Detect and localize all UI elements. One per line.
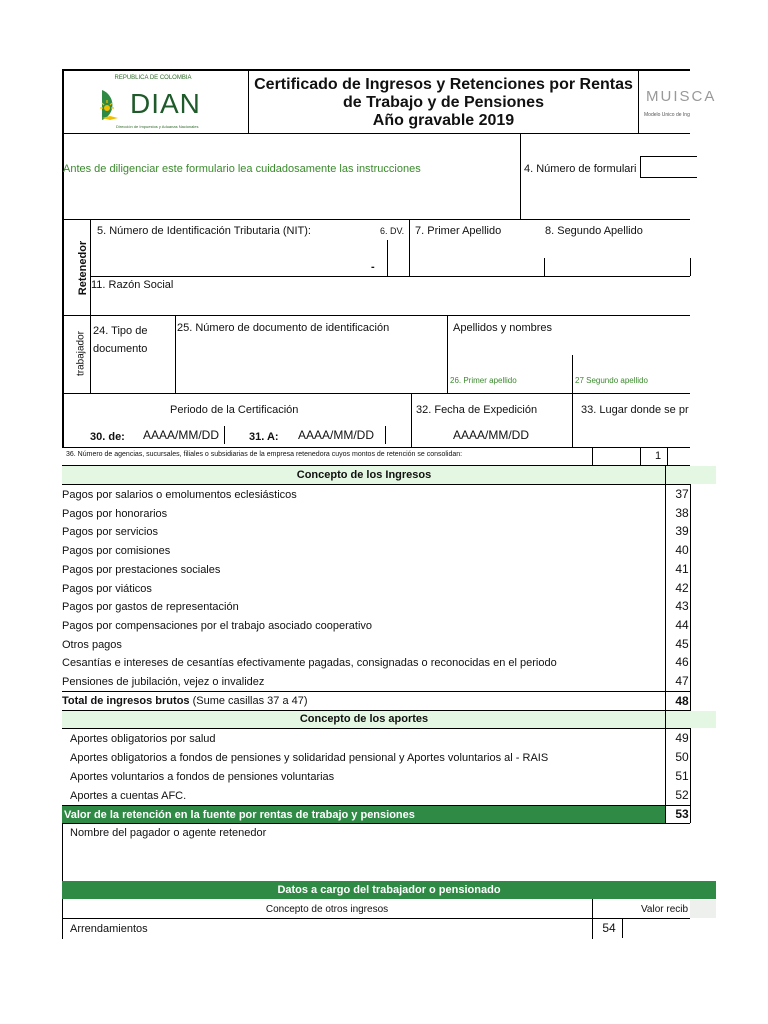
aportes-header: Concepto de los aportes: [299, 713, 429, 725]
ingresos-value-field[interactable]: [692, 541, 714, 559]
aportes-value-field[interactable]: [692, 767, 714, 785]
aportes-row-label: Aportes obligatorios por salud: [70, 733, 216, 745]
total-ingresos-rest: (Sume casillas 37 a 47): [189, 695, 308, 707]
ingresos-row-number: 40: [675, 543, 689, 558]
nit-label: 5. Número de Identificación Tributaria (NIT):: [97, 225, 311, 237]
ingresos-row-number: 39: [675, 524, 689, 539]
dv-label: 6. DV.: [380, 226, 405, 236]
datos-row-label: Arrendamientos: [70, 923, 148, 935]
aportes-row-label: Aportes voluntarios a fondos de pensiones voluntarias: [70, 771, 335, 783]
ingresos-value-field[interactable]: [692, 522, 714, 540]
agencies-value[interactable]: 1: [655, 450, 662, 462]
trabajador-label: trabajador: [75, 330, 87, 377]
ingresos-row-number: 44: [675, 617, 689, 632]
ingresos-row-label: Pagos por prestaciones sociales: [62, 563, 221, 576]
logo-country: REPUBLICA DE COLOMBIA: [114, 75, 192, 81]
ingresos-value-field[interactable]: [692, 504, 714, 522]
place-label: 33. Lugar donde se pr: [581, 404, 689, 416]
muisca-logo-sub: Modelo Unico de Ing: [644, 112, 690, 118]
dian-logo: [86, 74, 220, 132]
total-ingresos-num: 48: [675, 694, 689, 708]
total-ingresos-bold: Total de ingresos brutos: [62, 695, 190, 707]
muisca-logo-text: MUISCA: [646, 88, 717, 105]
doc-type-label-2: documento: [93, 343, 148, 355]
ingresos-row-label: Pensiones de jubilación, vejez o invalidez: [62, 676, 265, 688]
worker-second-surname-label: 27 Segundo apellido: [575, 376, 648, 385]
aportes-value-field[interactable]: [692, 748, 714, 766]
datos-header: Datos a cargo del trabajador o pensionado: [277, 884, 501, 896]
aportes-row-number: 50: [675, 750, 689, 764]
doc-type-label: [93, 322, 147, 358]
ingresos-row-label: Pagos por salarios o emolumentos eclesiásticos: [62, 489, 297, 501]
retenedor-label: Retenedor: [77, 240, 89, 296]
ingresos-row-label: Pagos por comisiones: [62, 545, 171, 558]
doc-number-label: 25. Número de documento de identificación: [177, 322, 390, 334]
to-date-field[interactable]: AAAA/MM/DD: [298, 428, 375, 442]
aportes-value-field[interactable]: [692, 729, 714, 747]
nit-field[interactable]: [92, 240, 386, 276]
pagador-field[interactable]: [64, 842, 688, 878]
aportes-row-number: 49: [675, 731, 689, 745]
agencies-label: 36. Número de agencias, sucursales, filiales o subsidiarias de la empresa retenedora cuyos montos de retención se consolidan:: [66, 451, 463, 458]
title-line-2: de Trabajo y de Pensiones: [343, 94, 544, 111]
form-number-field[interactable]: [640, 156, 697, 178]
second-surname-label: 8. Segundo Apellido: [545, 225, 643, 237]
retencion-num: 53: [675, 807, 689, 821]
form-number-label: 4. Número de formulari: [524, 163, 637, 175]
ingresos-row-number: 38: [675, 505, 689, 520]
ingresos-row-number: 42: [675, 580, 689, 595]
period-label: Periodo de la Certificación: [170, 404, 299, 416]
muisca-logo: [642, 74, 717, 130]
ingresos-value-field[interactable]: [692, 485, 714, 503]
ingresos-value-field[interactable]: [692, 560, 714, 578]
sun-icon: [96, 88, 130, 122]
logo-text: DIAN: [130, 88, 201, 119]
ingresos-value-field[interactable]: [692, 653, 714, 671]
to-label: 31. A:: [249, 431, 279, 443]
first-surname-label: 7. Primer Apellido: [415, 225, 502, 237]
total-ingresos-label: [62, 695, 308, 707]
ingresos-row-label: Pagos por viáticos: [62, 582, 152, 595]
dv-dash: -: [371, 261, 375, 273]
form-title: [249, 76, 638, 130]
retencion-label: Valor de la retención en la fuente por rentas de trabajo y pensiones: [64, 809, 415, 821]
aportes-row-number: 51: [675, 769, 689, 783]
aportes-row-number: 52: [675, 788, 689, 802]
ingresos-row-number: 37: [675, 487, 689, 501]
ingresos-row-label: Pagos por honorarios: [62, 507, 168, 520]
datos-value-field[interactable]: [624, 919, 714, 937]
logo-sub: Dirección de Impuestos y Aduanas Nacionales: [116, 124, 199, 129]
ingresos-value-field[interactable]: [692, 616, 714, 634]
expedition-label: 32. Fecha de Expedición: [416, 404, 538, 416]
concept-col-header: Concepto de otros ingresos: [265, 904, 389, 915]
ingresos-row-label: Pagos por compensaciones por el trabajo asociado cooperativo: [62, 619, 373, 632]
worker-first-surname-label: 26. Primer apellido: [450, 376, 517, 385]
title-line-3: Año gravable 2019: [372, 112, 515, 129]
ingresos-row-number: 41: [675, 561, 689, 576]
from-date-field[interactable]: AAAA/MM/DD: [143, 428, 220, 442]
ingresos-row-label: Cesantías e intereses de cesantías efectivamente pagadas, consignadas o reconocidas en el periodo: [62, 657, 557, 670]
datos-row-number: 54: [602, 921, 616, 935]
ingresos-row-number: 43: [675, 599, 689, 614]
ingresos-value-field[interactable]: [692, 579, 714, 597]
ingresos-row-number: 45: [675, 636, 689, 651]
expedition-date-field[interactable]: AAAA/MM/DD: [453, 428, 530, 442]
ingresos-row-label: Pagos por servicios: [62, 526, 158, 539]
doc-type-label-1: 24. Tipo de: [93, 325, 148, 337]
razon-social-label: 11. Razón Social: [91, 279, 174, 291]
pagador-label: Nombre del pagador o agente retenedor: [70, 827, 267, 839]
ingresos-row-number: 47: [675, 674, 689, 688]
ingresos-row-label: Otros pagos: [62, 638, 122, 651]
value-col-header: Valor recib: [641, 904, 689, 915]
ingresos-value-field[interactable]: [692, 597, 714, 615]
ingresos-row-number: 46: [675, 655, 689, 670]
title-line-1: Certificado de Ingresos y Retenciones por Rentas: [254, 76, 633, 93]
ingresos-header: Concepto de los Ingresos: [296, 469, 432, 481]
ingresos-row-label: Pagos por gastos de representación: [62, 601, 239, 614]
instructions-text: Antes de diligenciar este formulario lea cuidadosamente las instrucciones: [63, 163, 421, 175]
aportes-value-field[interactable]: [692, 786, 714, 804]
ingresos-value-field[interactable]: [692, 635, 714, 653]
aportes-row-label: Aportes a cuentas AFC.: [70, 790, 187, 802]
from-label: 30. de:: [90, 431, 125, 443]
aportes-row-label: Aportes obligatorios a fondos de pensiones y solidaridad pensional y Aportes voluntarios al - RAIS: [70, 752, 549, 764]
ingresos-value-field[interactable]: [692, 672, 714, 690]
names-label: Apellidos y nombres: [453, 322, 553, 334]
